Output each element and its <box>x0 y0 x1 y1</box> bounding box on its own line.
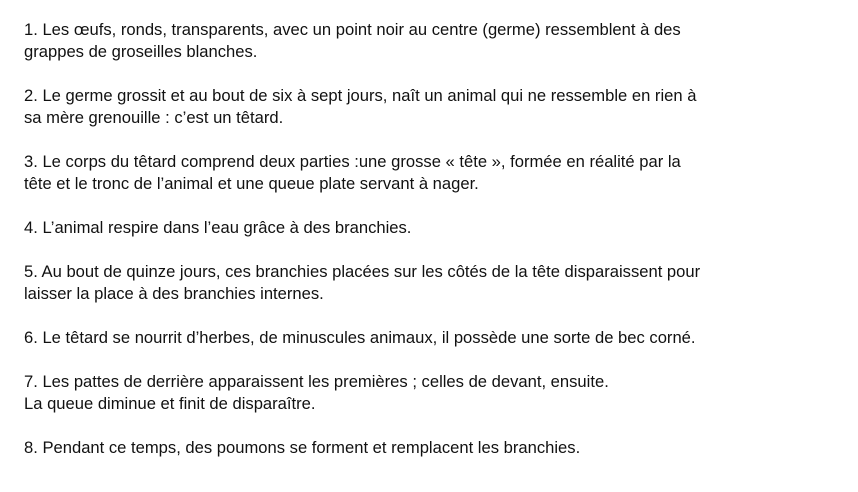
text-line: 4. L’animal respire dans l’eau grâce à des branchies. <box>24 218 412 237</box>
text-line: 2. Le germe grossit et au bout de six à sept jours, naît un animal qui ne ressemble en rien à <box>24 86 697 105</box>
text-line: 6. Le têtard se nourrit d’herbes, de minuscules animaux, il possède une sorte de bec corné. <box>24 328 696 347</box>
paragraph-step-8 <box>24 437 824 459</box>
text-line: laisser la place à des branchies internes. <box>24 284 324 303</box>
text-line: 7. Les pattes de derrière apparaissent les premières ; celles de devant, ensuite. <box>24 372 609 391</box>
text-line: La queue diminue et finit de disparaître. <box>24 394 316 413</box>
text-line: 1. Les œufs, ronds, transparents, avec un point noir au centre (germe) ressemblent à des <box>24 20 681 39</box>
text-line: tête et le tronc de l’animal et une queue plate servant à nager. <box>24 174 479 193</box>
text-line: 5. Au bout de quinze jours, ces branchies placées sur les côtés de la tête disparaissent pour <box>24 262 701 281</box>
document-body <box>24 19 824 459</box>
paragraph-step-2 <box>24 85 824 129</box>
paragraph-step-5 <box>24 261 824 305</box>
paragraph-step-1 <box>24 19 824 63</box>
paragraph-step-6 <box>24 327 824 349</box>
text-line: grappes de groseilles blanches. <box>24 42 258 61</box>
paragraph-step-4 <box>24 217 824 239</box>
text-line: sa mère grenouille : c’est un têtard. <box>24 108 284 127</box>
text-line: 3. Le corps du têtard comprend deux parties :une grosse « tête », formée en réalité par la <box>24 152 681 171</box>
text-line: 8. Pendant ce temps, des poumons se forment et remplacent les branchies. <box>24 438 581 457</box>
paragraph-step-7 <box>24 371 824 415</box>
paragraph-step-3 <box>24 151 824 195</box>
